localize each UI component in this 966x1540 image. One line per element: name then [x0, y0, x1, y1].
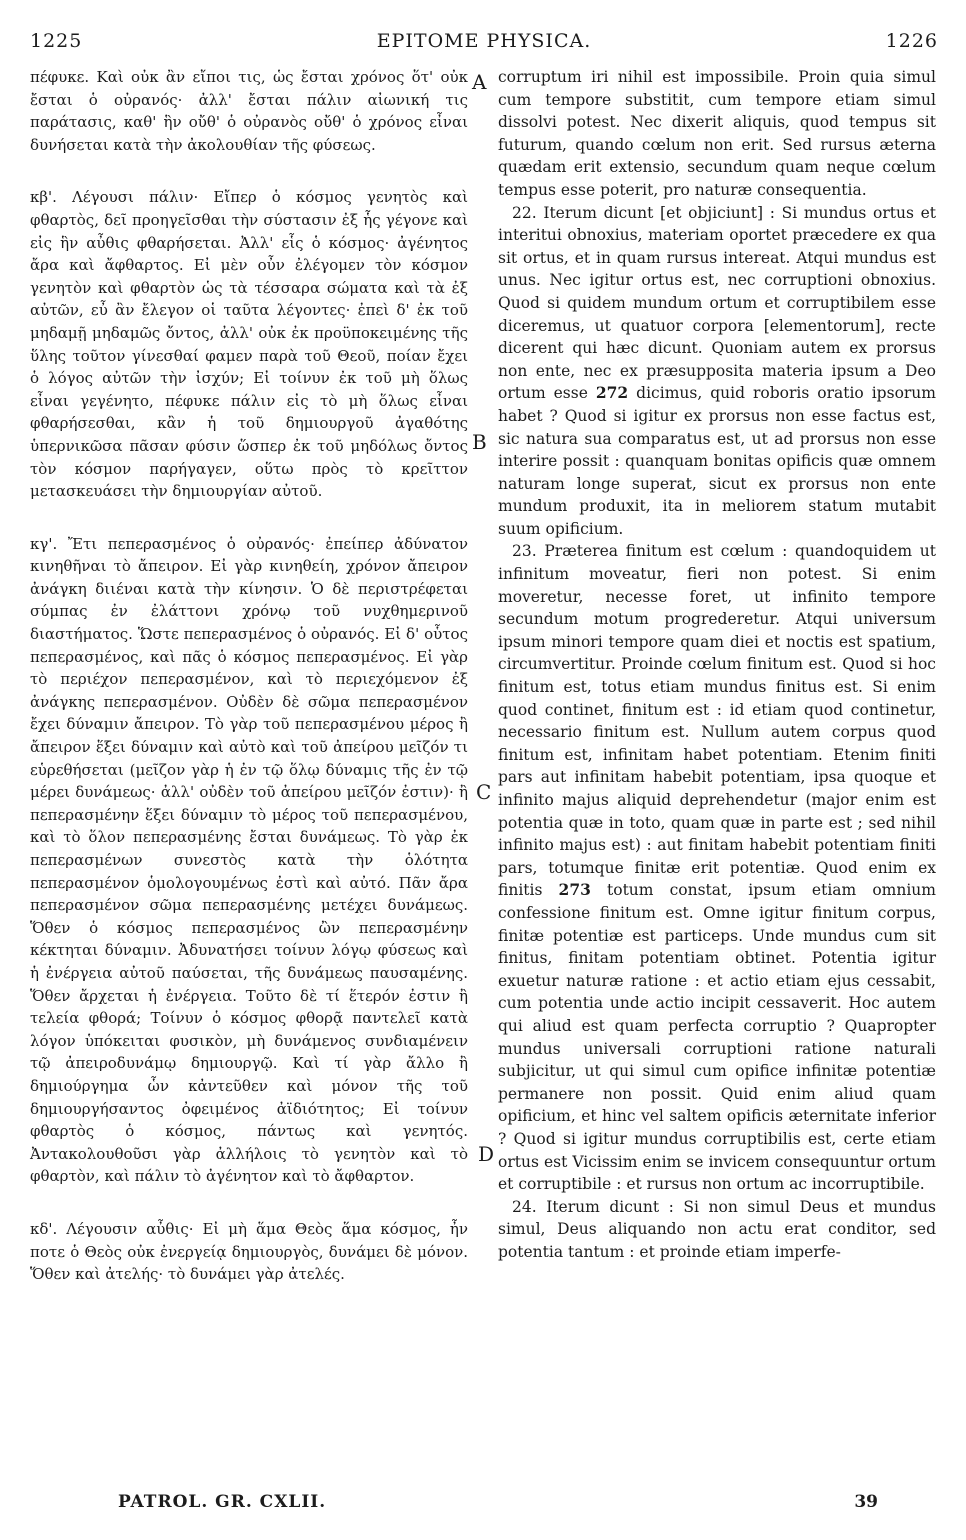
latin-paragraph: corruptum iri nihil est impossibile. Proin quia simul cum tempore substitit, cum tempore etiam simul dissolvi potest. Nec dixerit aliquis, quod tempus sit futurum, quando cœlum non erit. Sed rursus æterna quædam erit extensio, secundum quam neque cœlum tempus esse poterit, pro naturæ consequentia.: [498, 68, 936, 199]
margin-letter-d: D: [478, 1142, 495, 1166]
margin-letter-b: B: [472, 430, 487, 454]
greek-column: [30, 66, 468, 1286]
latin-text: totum constat, ipsum etiam omnium confessione finitum est. Omne igitur finitum corpus, finitæ potentiæ est particeps. Unde mundus cum sit finitus, finitam potentiam obtinet. Potentia igitur exuetur naturæ ratione : et actio etiam ejus cessabit, cum potentia unde actio incipit cessaverit. Hoc autem qui aliud est quam perfecta corruptio ? Quapropter mundus universali corruptioni ratione naturali subjicitur, ut qui simul cum opifice infinitæ potentiæ permanere non possit. Quid enim aliud quam opificium, et hinc vel saltem opificis æternitate inferior ? Quod si igitur mundus corruptibilis est, certe etiam ortus est Vicissim enim se invicem consequuntur ortum et corruptibile : et rursus non ortum ac incorruptibile.: [498, 881, 936, 1194]
latin-paragraph: [498, 540, 936, 1195]
latin-paragraph: 24. Iterum dicunt : Si non simul Deus et mundus simul, Deus aliquando non actu erat conditor, sed potentia tantum : et proinde etiam imperfe-: [498, 1197, 936, 1261]
left-column-number: 1225: [30, 30, 83, 52]
running-title: EPITOME PHYSICA.: [376, 30, 592, 52]
greek-paragraph: κβ'. Λέγουσι πάλιν· Εἴπερ ὁ κόσμος γενητὸς καὶ φθαρτὸς, δεῖ προηγεῖσθαι τὴν σύστασιν ἐξ ἧς γέγονε καὶ εἰς ἣν αὖθις φθαρήσεται. Ἀλλ' εἷς ὁ κόσμος· ἀγένητος ἄρα καὶ ἄφθαρτος. Εἰ μὲν οὖν ἐλέγομεν τὸν κόσμον γενητὸν καὶ φθαρτὸν ὡς τὰ τέσσαρα σώματα καὶ τὰ ἐξ αὐτῶν, εὖ ἂν ἔλεγον οἱ ταῦτα λέγοντες· ἐπεὶ δ' ἐκ τοῦ μηδαμῇ μηδαμῶς ὄντος, ἀλλ' οὐκ ἐκ προϋποκειμένης τῆς ὕλης τοῦτον γίνεσθαί φαμεν παρὰ τοῦ Θεοῦ, ποίαν ἔχει ὁ λόγος αὐτῶν τὴν ἰσχύν; Εἰ τοίνυν ἐκ τοῦ μὴ ὅλως εἶναι γεγένητο, πέφυκε πάλιν εἰς τὸ μὴ ὅλως εἶναι φθαρήσεσθαι, κἂν ἡ τοῦ δημιουργοῦ ἀγαθότης ὑπερνικῶσα πᾶσαν φύσιν ὥσπερ ἐκ τοῦ μηδόλως ὄντος τὸν κόσμον παρήγαγεν, οὕτω πρὸς τὸ κρεῖττον μετασκευάσει τὴν δημιουργίαν αὐτοῦ.: [30, 188, 468, 501]
column-marker: 272: [595, 383, 629, 403]
greek-paragraph: κδ'. Λέγουσιν αὖθις· Εἰ μὴ ἅμα Θεὸς ἅμα κόσμος, ἦν ποτε ὁ Θεὸς οὐκ ἐνεργείᾳ δημιουργὸς, δυνάμει δὲ μόνον. Ὅθεν καὶ ἀτελής· τὸ δυνάμει γὰρ ἀτελές.: [30, 1219, 468, 1284]
margin-letter-a: A: [472, 70, 487, 94]
footer-signature: 39: [854, 1492, 878, 1512]
latin-paragraph: [498, 202, 936, 541]
right-column-number: 1226: [885, 30, 938, 52]
page-header: [30, 30, 938, 60]
margin-letter-c: C: [476, 780, 492, 804]
latin-text: dicimus, quid roboris oratio ipsorum habet ? Quod si igitur ex prorsus non esse factus est, sic natura sua comparatus est, ut ad prorsus non esse interire possit : quanquam bonitas opificis quæ omnem naturam longe superat, sicut ex prorsus non ente mundum produxit, ita in meliorem statum mutabit suum opificium.: [498, 384, 936, 538]
latin-text: 22. Iterum dicunt [et objiciunt] : Si mundus ortus et interitui obnoxius, materiam oportet præcedere ex qua sit ortus, et in quam rursus intereat. Atqui mundus est unus. Nec igitur ortus est, nec corruptioni obnoxius. Quod si quidem mundum ortum et corruptibilem esse diceremus, ut quatuor corpora [elementorum], recte dicerent qui hæc dicunt. Quoniam autem ex prorsus non ente, nec ex præsupposita materia ipsum a Deo ortum esse: [498, 203, 936, 403]
footer-volume: PATROL. GR. CXLII.: [118, 1492, 327, 1512]
page-footer: [30, 1492, 938, 1522]
greek-paragraph: πέφυκε. Καὶ οὐκ ἂν εἴποι τις, ὡς ἔσται χρόνος ὅτ' οὐκ ἔσται ὁ οὐρανός· ἀλλ' ἔσται πάλιν αἰωνική τις παράτασις, καθ' ἣν οὔθ' ὁ οὐρανὸς οὔθ' ὁ χρόνος εἶναι δυνήσεται κατὰ τὴν ἀκολουθίαν τῆς φύσεως.: [30, 68, 468, 154]
latin-column: [498, 66, 936, 1263]
column-marker: 273: [558, 880, 591, 900]
latin-text: 23. Præterea finitum est cœlum : quandoquidem ut infinitum moveatur, fieri non potest. Si enim moveretur, necesse foret, ut infinito tempore secundum motum progrederetur. Atqui universum ipsum minori tempore quam diei et noctis est spatium, circumvertitur. Proinde cœlum finitum est. Quod si hoc finitum est, totus etiam mundus finitus est. Si enim quod continet, finitum est : id etiam quod continetur, necessario finitum est. Nullum autem corpus quod finitum est, infinitam habet potentiam. Etenim finiti pars aut infinitam habebit potentiam, ipsa quoque et infinito majus aliquid deprehendetur (major enim est potentia quæ in toto, quam quæ in parte est ; sed nihil infinito majus est) : aut finitam habebit potentiam finiti pars, totumque finitæ erit potentiæ. Quod enim ex finitis: [498, 542, 936, 900]
greek-paragraph: κγ'. Ἔτι πεπερασμένος ὁ οὐρανός· ἐπείπερ ἀδύνατον κινηθῆναι τὸ ἄπειρον. Εἰ γὰρ κινηθείη, χρόνον ἄπειρον ἀνάγκη διιέναι κατὰ τὴν κίνησιν. Ὁ δὲ περιστρέφεται σύμπας ἐν ἐλάττονι χρόνῳ τοῦ νυχθημερινοῦ διαστήματος. Ὥστε πεπερασμένος ὁ οὐρανός. Εἰ δ' οὗτος πεπερασμένος, καὶ πᾶς ὁ κόσμος πεπερασμένος. Εἰ γὰρ τὸ περιέχον πεπερασμένον, καὶ τὸ περιεχόμενον ἐξ ἀνάγκης πεπερασμένον. Οὐδὲν δὲ σῶμα πεπερασμένον ἔχει δύναμιν ἄπειρον. Τὸ γὰρ τοῦ πεπερασμένου μέρος ἢ ἄπειρον ἕξει δύναμιν καὶ αὐτὸ καὶ τοῦ ἀπείρου μεῖζόν τι εὑρεθήσεται (μεῖζον γὰρ ἡ ἐν τῷ ὅλῳ δύναμις τῆς ἐν τῷ μέρει δυνάμεως· ἀλλ' οὐδὲν τοῦ ἀπείρου μεῖζόν ἐστιν)· ἢ πεπερασμένην ἕξει δύναμιν τὸ μέρος τοῦ πεπερασμένου, καὶ τὸ ὅλον πεπερασμένης ἔσται δυνάμεως. Τὸ γὰρ ἐκ πεπερασμένων συνεστὸς κατὰ τὴν ὁλότητα πεπερασμένον ὁμολογουμένως ἐστὶ καὶ αὐτό. Πᾶν ἄρα πεπερασμένον σῶμα πεπερασμένης μετέχει δυνάμεως. Ὅθεν ὁ κόσμος πεπερασμένος ὢν πεπερασμένην κέκτηται δύναμιν. Ἀδυνατήσει τοίνυν λόγῳ φύσεως καὶ ἡ ἐνέργεια αὐτοῦ παύσεται, τῆς δυνάμεως παυσαμένης. Ὅθεν ἄρχεται ἡ ἐνέργεια. Τοῦτο δὲ τί ἕτερόν ἐστιν ἢ τελεία φθορά; Τοίνυν ὁ κόσμος φθορᾷ παντελεῖ κατὰ λόγον ὑπόκειται φυσικὸν, μὴ δυνάμενος συνδιαμένειν τῷ ἀπειροδυνάμῳ δημιουργῷ. Καὶ τί γὰρ ἄλλο ἢ δημιούργημα ὧν κἀντεῦθεν καὶ μόνον τῆς τοῦ δημιουργήσαντος ὀφειμένος ἀϊδιότητος; Εἰ τοίνυν φθαρτὸς ὁ κόσμος, πάντως καὶ γενητός. Ἀντακολουθοῦσι γὰρ ἀλλήλοις τὸ γενητὸν καὶ τὸ φθαρτὸν, καὶ πάλιν τὸ ἀγένητον καὶ τὸ ἄφθαρτον.: [30, 534, 468, 1186]
